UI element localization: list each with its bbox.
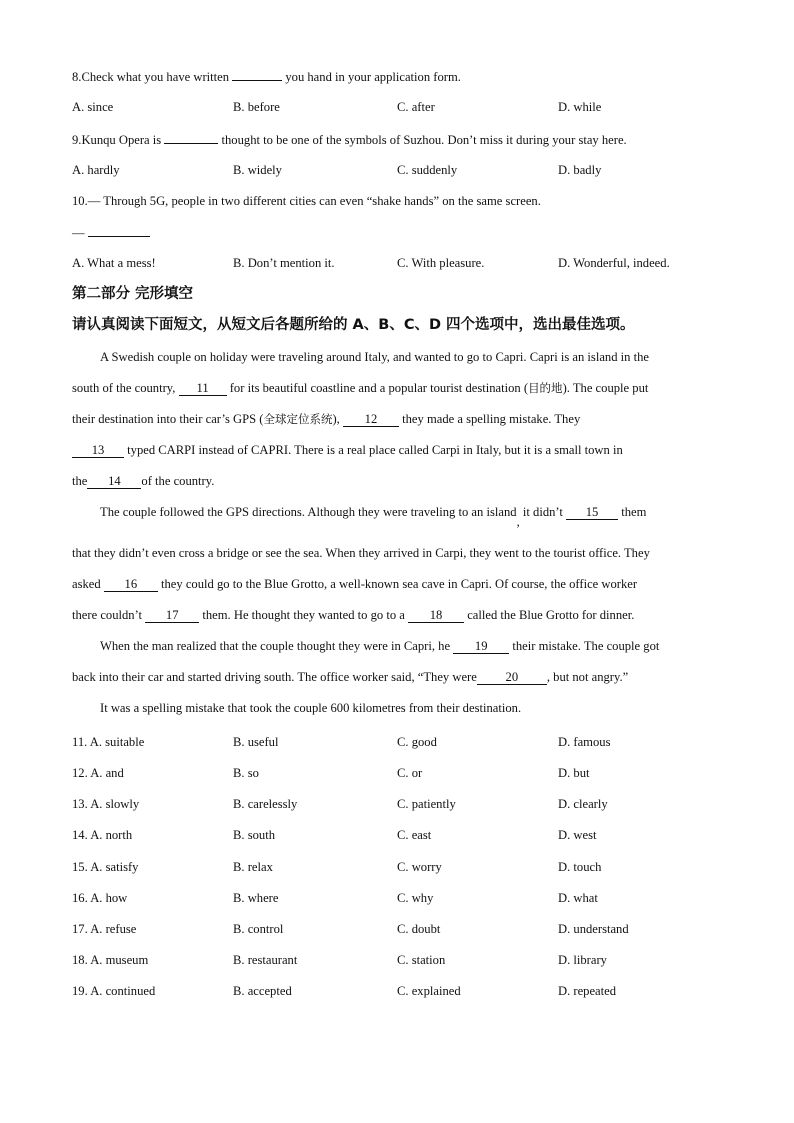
option-b[interactable]: B. carelessly <box>233 797 298 811</box>
option-c[interactable]: C. explained <box>397 984 461 998</box>
passage-text: When the man realized that the couple thought they were in Capri, he <box>100 639 451 653</box>
question-8-blank[interactable] <box>232 68 282 81</box>
option-b[interactable]: B. where <box>233 891 279 905</box>
option-c[interactable]: C. why <box>397 891 434 905</box>
option-d[interactable]: D. touch <box>558 860 602 874</box>
option-b[interactable]: B. useful <box>233 735 279 749</box>
cloze-blank-19[interactable]: 19 <box>453 639 509 654</box>
option-c[interactable]: C. suddenly <box>397 163 458 177</box>
option-a[interactable]: 13. A. slowly <box>72 797 140 811</box>
passage-text: A Swedish couple on holiday were traveling around Italy, and wanted to go to Capri. Capri is an island in the <box>100 350 649 364</box>
passage-gloss: 目的地 <box>528 381 563 395</box>
question-10-dialogue-line-1: 10.— Through 5G, people in two different cities can even “shake hands” on the same screen. <box>72 194 541 208</box>
passage-text: called the Blue Grotto for dinner. <box>467 608 635 622</box>
option-b[interactable]: B. relax <box>233 860 273 874</box>
passage-line <box>72 576 722 607</box>
passage-text: south of the country, <box>72 381 176 395</box>
question-9 <box>72 131 724 148</box>
option-d[interactable]: D. Wonderful, indeed. <box>558 256 670 270</box>
option-a[interactable]: 14. A. north <box>72 828 133 842</box>
passage-text: typed CARPI instead of CAPRI. There is a real place called Carpi in Italy, but it is a small town in <box>127 443 623 457</box>
option-d[interactable]: D. famous <box>558 735 611 749</box>
question-8-text-before: 8.Check what you have written <box>72 70 230 84</box>
option-b[interactable]: B. widely <box>233 163 282 177</box>
passage-text: ), <box>332 412 340 426</box>
question-9-text-after: thought to be one of the symbols of Suzhou. Don’t miss it during your stay here. <box>221 133 627 147</box>
cloze-blank-11[interactable]: 11 <box>179 381 227 396</box>
passage-text: The couple followed the GPS directions. Although they were traveling to an island <box>100 505 517 519</box>
question-9-text-before: 9.Kunqu Opera is <box>72 133 162 147</box>
option-a[interactable]: 17. A. refuse <box>72 922 137 936</box>
option-a[interactable]: 18. A. museum <box>72 953 149 967</box>
cloze-blank-18[interactable]: 18 <box>408 608 464 623</box>
option-c[interactable]: C. doubt <box>397 922 441 936</box>
cloze-passage <box>72 349 722 731</box>
passage-line <box>72 607 722 638</box>
passage-text: there couldn’t <box>72 608 143 622</box>
cloze-blank-17[interactable]: 17 <box>145 608 199 623</box>
option-b[interactable]: B. so <box>233 766 259 780</box>
passage-text: asked <box>72 577 101 591</box>
option-b[interactable]: B. Don’t mention it. <box>233 256 335 270</box>
option-b[interactable]: B. restaurant <box>233 953 298 967</box>
passage-line <box>72 349 722 380</box>
section-instruction: 请认真阅读下面短文，从短文后各题所给的 A、B、C、D 四个选项中，选出最佳选项。 <box>72 317 635 333</box>
option-d[interactable]: D. library <box>558 953 607 967</box>
option-a[interactable]: 15. A. satisfy <box>72 860 139 874</box>
option-d[interactable]: D. while <box>558 100 602 114</box>
question-10-response <box>72 224 724 241</box>
cloze-blank-13[interactable]: 13 <box>72 443 124 458</box>
option-d[interactable]: D. repeated <box>558 984 617 998</box>
option-a[interactable]: A. hardly <box>72 163 120 177</box>
question-9-blank[interactable] <box>164 131 218 144</box>
cloze-options-17 <box>72 921 724 937</box>
passage-text: they could go to the Blue Grotto, a well-known sea cave in Capri. Of course, the office worker <box>161 577 638 591</box>
question-10-blank[interactable] <box>88 224 150 237</box>
passage-text: them <box>621 505 647 519</box>
passage-line <box>72 638 722 669</box>
passage-text: the <box>72 474 88 488</box>
passage-text: It was a spelling mistake that took the couple 600 kilometres from their destination. <box>100 701 522 715</box>
option-a[interactable]: A. What a mess! <box>72 256 156 270</box>
passage-text: that they didn’t even cross a bridge or see the sea. When they arrived in Carpi, they went to the tourist office. They <box>72 546 650 560</box>
option-c[interactable]: C. good <box>397 735 437 749</box>
option-a[interactable]: 12. A. and <box>72 766 124 780</box>
option-a[interactable]: 16. A. how <box>72 891 128 905</box>
option-b[interactable]: B. south <box>233 828 275 842</box>
cloze-blank-20[interactable]: 20 <box>477 670 547 685</box>
option-c[interactable]: C. worry <box>397 860 442 874</box>
passage-text: ). The couple put <box>562 381 649 395</box>
option-c[interactable]: C. after <box>397 100 435 114</box>
passage-text: them. He thought they wanted to go to a <box>202 608 405 622</box>
option-c[interactable]: C. station <box>397 953 446 967</box>
option-a[interactable]: 19. A. continued <box>72 984 156 998</box>
cloze-blank-15[interactable]: 15 <box>566 505 618 520</box>
passage-line <box>72 442 722 473</box>
question-8 <box>72 68 724 85</box>
passage-text: it didn’t <box>522 505 563 519</box>
question-10-dash: — <box>72 226 85 240</box>
cloze-options-14 <box>72 827 724 843</box>
cloze-options-11 <box>72 734 724 750</box>
cloze-blank-12[interactable]: 12 <box>343 412 399 427</box>
question-10-options <box>72 255 724 271</box>
option-c[interactable]: C. or <box>397 766 423 780</box>
passage-gloss: 全球定位系统 <box>263 412 333 426</box>
cloze-options-13 <box>72 796 724 812</box>
cloze-blank-16[interactable]: 16 <box>104 577 158 592</box>
section-title: 第二部分 完形填空 <box>72 286 194 302</box>
option-d[interactable]: D. understand <box>558 922 629 936</box>
passage-line <box>72 669 722 700</box>
option-d[interactable]: D. but <box>558 766 590 780</box>
passage-text: , <box>516 515 520 529</box>
question-10 <box>72 193 724 209</box>
option-d[interactable]: D. west <box>558 828 597 842</box>
question-8-options <box>72 99 724 115</box>
option-b[interactable]: B. accepted <box>233 984 292 998</box>
passage-text: back into their car and started driving south. The office worker said, “They were <box>72 670 477 684</box>
cloze-blank-14[interactable]: 14 <box>87 474 141 489</box>
option-d[interactable]: D. what <box>558 891 598 905</box>
option-b[interactable]: B. before <box>233 100 280 114</box>
option-c[interactable]: C. With pleasure. <box>397 256 485 270</box>
passage-text: , but not angry.” <box>546 670 629 684</box>
question-9-options <box>72 162 724 178</box>
question-8-text-after: you hand in your application form. <box>285 70 461 84</box>
passage-text: for its beautiful coastline and a popular tourist destination ( <box>229 381 529 395</box>
passage-line <box>72 700 722 731</box>
cloze-options-19 <box>72 983 724 999</box>
cloze-options-12 <box>72 765 724 781</box>
passage-text: their mistake. The couple got <box>512 639 660 653</box>
passage-line <box>72 545 722 576</box>
passage-line <box>72 380 722 411</box>
passage-text: they made a spelling mistake. They <box>402 412 581 426</box>
passage-text: of the country. <box>141 474 215 488</box>
cloze-options-15 <box>72 859 724 875</box>
option-a[interactable]: A. since <box>72 100 114 114</box>
option-c[interactable]: C. patiently <box>397 797 456 811</box>
passage-line <box>72 411 722 442</box>
option-d[interactable]: D. clearly <box>558 797 608 811</box>
passage-text: their destination into their car’s GPS ( <box>72 412 264 426</box>
option-b[interactable]: B. control <box>233 922 284 936</box>
cloze-options-16 <box>72 890 724 906</box>
passage-line <box>72 473 722 504</box>
passage-line <box>72 504 722 545</box>
cloze-options-18 <box>72 952 724 968</box>
option-a[interactable]: 11. A. suitable <box>72 735 145 749</box>
option-c[interactable]: C. east <box>397 828 432 842</box>
option-d[interactable]: D. badly <box>558 163 602 177</box>
